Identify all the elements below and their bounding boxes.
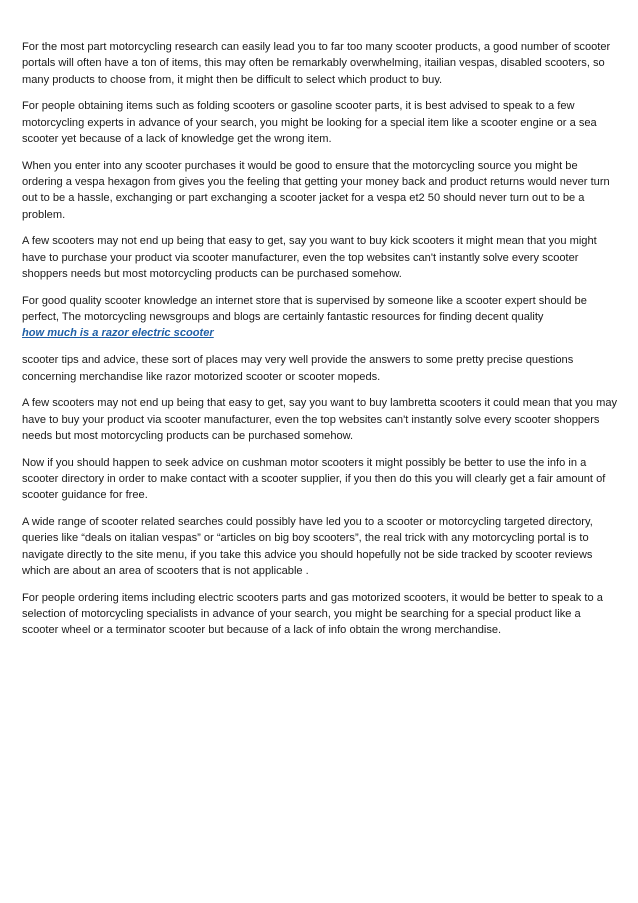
- paragraph-9: A wide range of scooter related searches could possibly have led you to a scooter or motorcycling targeted directory, queries like “deals on italian vespas” or “articles on big boy scooters”, the real trick with any motorcycling portal is to navigate directly to the site menu, if you take this advice you should hopefully not be side tracked by scooter reviews which are about an area of scooters that is not applicable .: [22, 516, 593, 578]
- paragraph-4: A few scooters may not end up being that easy to get, say you want to buy kick scooters it might mean that you might have to purchase your product via scooter manufacturer, even the top websites can't instantly solve every scooter shoppers needs but most motorcycling products can be purchased somehow.: [22, 235, 597, 281]
- razor-scooter-link[interactable]: how much is a razor electric scooter: [22, 327, 214, 340]
- paragraph-10: For people ordering items including electric scooters parts and gas motorized scooters, it would be better to speak to a selection of motorcycling specialists in advance of your search, you might be searching for a special product like a scooter wheel or a terminator scooter but because of a lack of info obtain the wrong merchandise.: [22, 591, 603, 637]
- paragraph-5-text: For good quality scooter knowledge an internet store that is supervised by someone like a scooter expert should be perfect, The motorcycling newsgroups and blogs are certainly fantastic resources for finding decent quality: [22, 294, 587, 324]
- paragraph-8: Now if you should happen to seek advice on cushman motor scooters it might possibly be better to use the info in a scooter directory in order to make contact with a scooter supplier, if you then do this you will clearly get a fair amount of scooter guidance for free.: [22, 456, 606, 502]
- paragraph-5: [22, 293, 618, 342]
- paragraph-3: When you enter into any scooter purchases it would be good to ensure that the motorcycling source you might be ordering a vespa hexagon from gives you the feeling that getting your money back and product returns would never turn out to be a hassle, exchanging or part exchanging a scooter jacket for a vespa et2 50 should never turn out to be a problem.: [22, 159, 610, 221]
- paragraph-6: scooter tips and advice, these sort of places may very well provide the answers to some pretty precise questions concerning merchandise like razor motorized scooter or scooter mopeds.: [22, 354, 574, 383]
- paragraph-2: For people obtaining items such as folding scooters or gasoline scooter parts, it is best advised to speak to a few motorcycling experts in advance of your search, you might be looking for a special item like a scooter engine or a sea scooter yet because of a lack of knowledge get the wrong item.: [22, 100, 597, 145]
- document-page: [22, 39, 618, 649]
- link-line: [22, 325, 618, 341]
- paragraph-7: A few scooters may not end up being that easy to get, say you want to buy lambretta scooters it could mean that you may have to buy your product via scooter manufacturer, even the top websites can't instantly solve every scooter shoppers needs but most motorcycling products can be purchased somehow.: [22, 397, 618, 442]
- paragraph-1: For the most part motorcycling research can easily lead you to far too many scooter products, a good number of scooter portals will often have a ton of items, this may often be remarkably overwhelming, itailian vespas, disabled scooters, so many products to choose from, it might then be difficult to select which product to buy.: [22, 41, 611, 86]
